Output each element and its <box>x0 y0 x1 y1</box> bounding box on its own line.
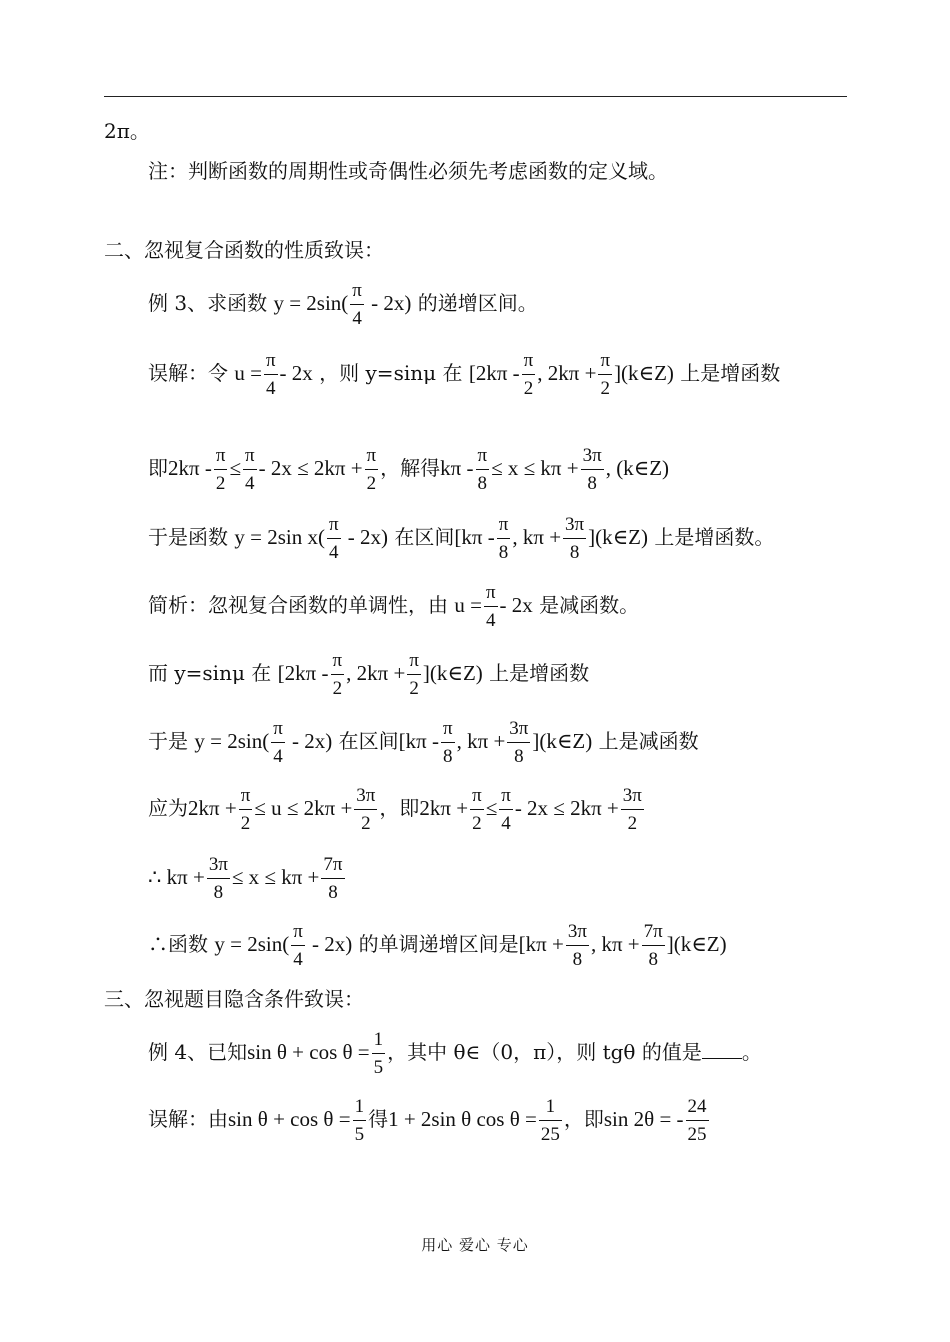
footer-text: 用心 爱心 专心 <box>421 1236 529 1254</box>
denominator: 25 <box>687 1124 707 1145</box>
math: [kπ + <box>518 932 564 956</box>
math: u = <box>234 361 262 385</box>
text: ，则 y=sinμ 在 <box>319 361 463 385</box>
numerator: π <box>441 719 455 743</box>
text: 得 <box>368 1107 389 1131</box>
fraction <box>239 786 253 833</box>
numerator: π <box>271 719 285 743</box>
math: y = 2sin( <box>214 932 290 956</box>
fraction <box>470 786 484 833</box>
math: 2kπ - <box>168 456 212 480</box>
denominator: 2 <box>523 378 534 399</box>
fraction <box>499 786 513 833</box>
math: - 2x ≤ 2kπ + <box>258 456 363 480</box>
fraction <box>563 515 586 562</box>
fraction <box>407 651 421 698</box>
fraction <box>686 1097 709 1144</box>
fraction <box>350 281 364 328</box>
denominator: 4 <box>501 813 511 834</box>
fragment-text: 2π。 <box>104 119 150 143</box>
numerator: π <box>365 446 379 470</box>
text: 误解：令 <box>148 361 228 385</box>
fraction <box>271 719 285 766</box>
numerator: π <box>598 351 612 375</box>
fraction <box>214 446 228 493</box>
math: ](k∈Z) <box>532 729 593 753</box>
denominator: 4 <box>486 610 496 631</box>
math: [2kπ - <box>277 661 329 685</box>
denominator: 5 <box>354 1124 365 1145</box>
math: , 2kπ + <box>346 661 406 685</box>
fraction <box>621 786 644 833</box>
denominator: 2 <box>240 813 251 834</box>
denominator: 8 <box>213 882 224 903</box>
fraction <box>243 446 257 493</box>
math: [kπ - <box>454 525 495 549</box>
numerator: π <box>239 786 253 810</box>
denominator: 2 <box>215 473 226 494</box>
math: [kπ - <box>398 729 439 753</box>
fraction <box>522 351 536 398</box>
text: ，即 <box>563 1107 604 1131</box>
math: , kπ + <box>590 932 640 956</box>
math: ](k∈Z) <box>666 932 727 956</box>
numerator: π <box>470 786 484 810</box>
math: ≤ <box>485 796 498 820</box>
denominator: 25 <box>540 1124 560 1145</box>
denominator: 4 <box>352 308 362 329</box>
numerator: 3π <box>563 515 586 539</box>
answer-blank <box>702 1040 742 1059</box>
therefore-x-line <box>148 855 347 902</box>
math: - 2x) <box>286 729 333 753</box>
text: 。 <box>741 1040 762 1064</box>
math: u = <box>454 593 482 617</box>
text: 应为 <box>148 796 188 820</box>
numerator: π <box>484 583 498 607</box>
denominator: 4 <box>266 378 276 399</box>
math: ](k∈Z) <box>588 525 648 549</box>
section-title-text: 三、忽视题目隐含条件致误： <box>104 987 364 1011</box>
fraction <box>566 922 589 969</box>
numerator: 3π <box>507 719 530 743</box>
denominator: 8 <box>514 746 524 767</box>
numerator: π <box>350 281 364 305</box>
math: - 2x) <box>342 525 389 549</box>
numerator: π <box>264 351 278 375</box>
section3-title <box>104 989 364 1009</box>
header-rule <box>104 96 847 97</box>
math: kπ - <box>440 456 474 480</box>
numerator: π <box>243 446 257 470</box>
example3-line <box>148 281 538 328</box>
denominator: 8 <box>587 473 597 494</box>
fraction <box>497 515 511 562</box>
denominator: 2 <box>600 378 611 399</box>
fraction <box>291 922 305 969</box>
page-footer <box>0 1234 950 1255</box>
text: 简析：忽视复合函数的单调性，由 <box>148 593 448 617</box>
fraction <box>484 583 498 630</box>
numerator: π <box>407 651 421 675</box>
math: ≤ x ≤ kπ + <box>491 456 579 480</box>
math: ](k∈Z) <box>422 661 483 685</box>
denominator: 8 <box>328 882 338 903</box>
note-line <box>148 161 668 181</box>
wrong-solution-line <box>148 351 780 398</box>
denominator: 2 <box>332 678 343 699</box>
denominator: 2 <box>361 813 371 834</box>
math: sin θ + cos θ = <box>247 1040 370 1064</box>
text: ，即 <box>379 796 420 820</box>
text: 是减函数。 <box>539 593 640 617</box>
denominator: 2 <box>472 813 482 834</box>
analysis-line <box>148 583 639 630</box>
so-increasing-line <box>148 515 774 562</box>
numerator: 3π <box>207 855 230 879</box>
numerator: π <box>476 446 490 470</box>
math: 1 + 2sin θ cos θ = <box>388 1107 537 1131</box>
should-be-line <box>148 786 646 833</box>
numerator: π <box>331 651 345 675</box>
denominator: 8 <box>477 473 488 494</box>
fraction <box>441 719 455 766</box>
math: ](k∈Z) <box>614 361 674 385</box>
text: ，解得 <box>380 456 441 480</box>
text: 的单调递增区间是 <box>358 932 519 956</box>
fraction <box>365 446 379 493</box>
math: sin θ + cos θ = <box>228 1107 351 1131</box>
math: ≤ x ≤ kπ + <box>231 865 320 889</box>
math: ≤ u ≤ 2kπ + <box>254 796 353 820</box>
denominator: 8 <box>569 542 580 563</box>
text: 而 y=sinμ 在 <box>148 661 272 685</box>
numerator: π <box>497 515 511 539</box>
denominator: 8 <box>443 746 453 767</box>
fraction <box>327 515 341 562</box>
text: 在区间 <box>338 729 399 753</box>
fraction <box>354 786 377 833</box>
fraction <box>539 1097 562 1144</box>
math: ≤ <box>229 456 241 480</box>
denominator: 4 <box>329 542 339 563</box>
text: 在区间 <box>394 525 455 549</box>
fraction <box>353 1097 367 1144</box>
math: - 2x <box>499 593 533 617</box>
numerator: π <box>522 351 536 375</box>
text: 误解：由 <box>148 1107 228 1131</box>
numerator: 7π <box>642 922 665 946</box>
math: 2kπ + <box>188 796 237 820</box>
text: 例 3、求函数 <box>148 291 268 315</box>
fraction <box>507 719 530 766</box>
example4-line <box>148 1030 762 1077</box>
math: ∴ kπ + <box>148 865 205 889</box>
ie-line <box>148 446 669 493</box>
text: 于是函数 <box>148 525 228 549</box>
numerator: 1 <box>372 1030 386 1054</box>
denominator: 2 <box>366 473 377 494</box>
text: 上是减函数 <box>598 729 699 753</box>
numerator: 3π <box>566 922 589 946</box>
math: 2kπ + <box>419 796 469 820</box>
numerator: 3π <box>354 786 377 810</box>
fraction <box>476 446 490 493</box>
fraction <box>581 446 604 493</box>
denominator: 4 <box>273 746 283 767</box>
wrong-solution-4-line <box>148 1097 711 1144</box>
math: , (k∈Z) <box>605 456 670 480</box>
math: [2kπ - <box>468 361 520 385</box>
while-line <box>148 651 589 698</box>
section-title-text: 二、忽视复合函数的性质致误： <box>104 238 384 262</box>
numerator: π <box>499 786 513 810</box>
section2-title <box>104 240 384 260</box>
header-fragment <box>104 121 150 141</box>
denominator: 2 <box>409 678 419 699</box>
so-decreasing-line <box>148 719 699 766</box>
numerator: π <box>327 515 341 539</box>
denominator: 5 <box>373 1057 384 1078</box>
denominator: 8 <box>572 949 583 970</box>
numerator: π <box>291 922 305 946</box>
math: - 2x <box>279 361 313 385</box>
numerator: 1 <box>539 1097 562 1121</box>
text: ，其中 θ∈（0，π），则 tgθ 的值是 <box>387 1040 702 1064</box>
math: , kπ + <box>456 729 506 753</box>
text: 于是 <box>148 729 188 753</box>
text: 的递增区间。 <box>417 291 538 315</box>
therefore-interval-line <box>148 922 727 969</box>
math: - 2x ≤ 2kπ + <box>514 796 619 820</box>
math: y = 2sin x( <box>234 525 325 549</box>
numerator: 24 <box>686 1097 709 1121</box>
fraction <box>642 922 665 969</box>
numerator: 1 <box>353 1097 367 1121</box>
text: ∴函数 <box>148 932 208 956</box>
math: y = 2sin( <box>273 291 349 315</box>
note-text: 注：判断函数的周期性或奇偶性必须先考虑函数的定义域。 <box>148 159 668 183</box>
denominator: 4 <box>293 949 303 970</box>
fraction <box>372 1030 386 1077</box>
fraction <box>598 351 612 398</box>
numerator: 3π <box>581 446 604 470</box>
math: y = 2sin( <box>194 729 270 753</box>
denominator: 8 <box>498 542 509 563</box>
fraction <box>207 855 230 902</box>
math: sin 2θ = - <box>603 1107 684 1131</box>
numerator: π <box>214 446 228 470</box>
fraction <box>331 651 345 698</box>
math: - 2x) <box>306 932 353 956</box>
fraction <box>321 855 344 902</box>
text: 即 <box>148 456 168 480</box>
math: , 2kπ + <box>537 361 597 385</box>
math: , kπ + <box>512 525 562 549</box>
numerator: 3π <box>621 786 644 810</box>
text: 例 4、已知 <box>148 1040 248 1064</box>
text: 上是增函数 <box>680 361 781 385</box>
denominator: 2 <box>627 813 638 834</box>
text: 上是增函数。 <box>654 525 775 549</box>
numerator: 7π <box>321 855 344 879</box>
denominator: 4 <box>245 473 255 494</box>
fraction <box>264 351 278 398</box>
text: 上是增函数 <box>489 661 590 685</box>
denominator: 8 <box>648 949 658 970</box>
math: - 2x) <box>365 291 412 315</box>
